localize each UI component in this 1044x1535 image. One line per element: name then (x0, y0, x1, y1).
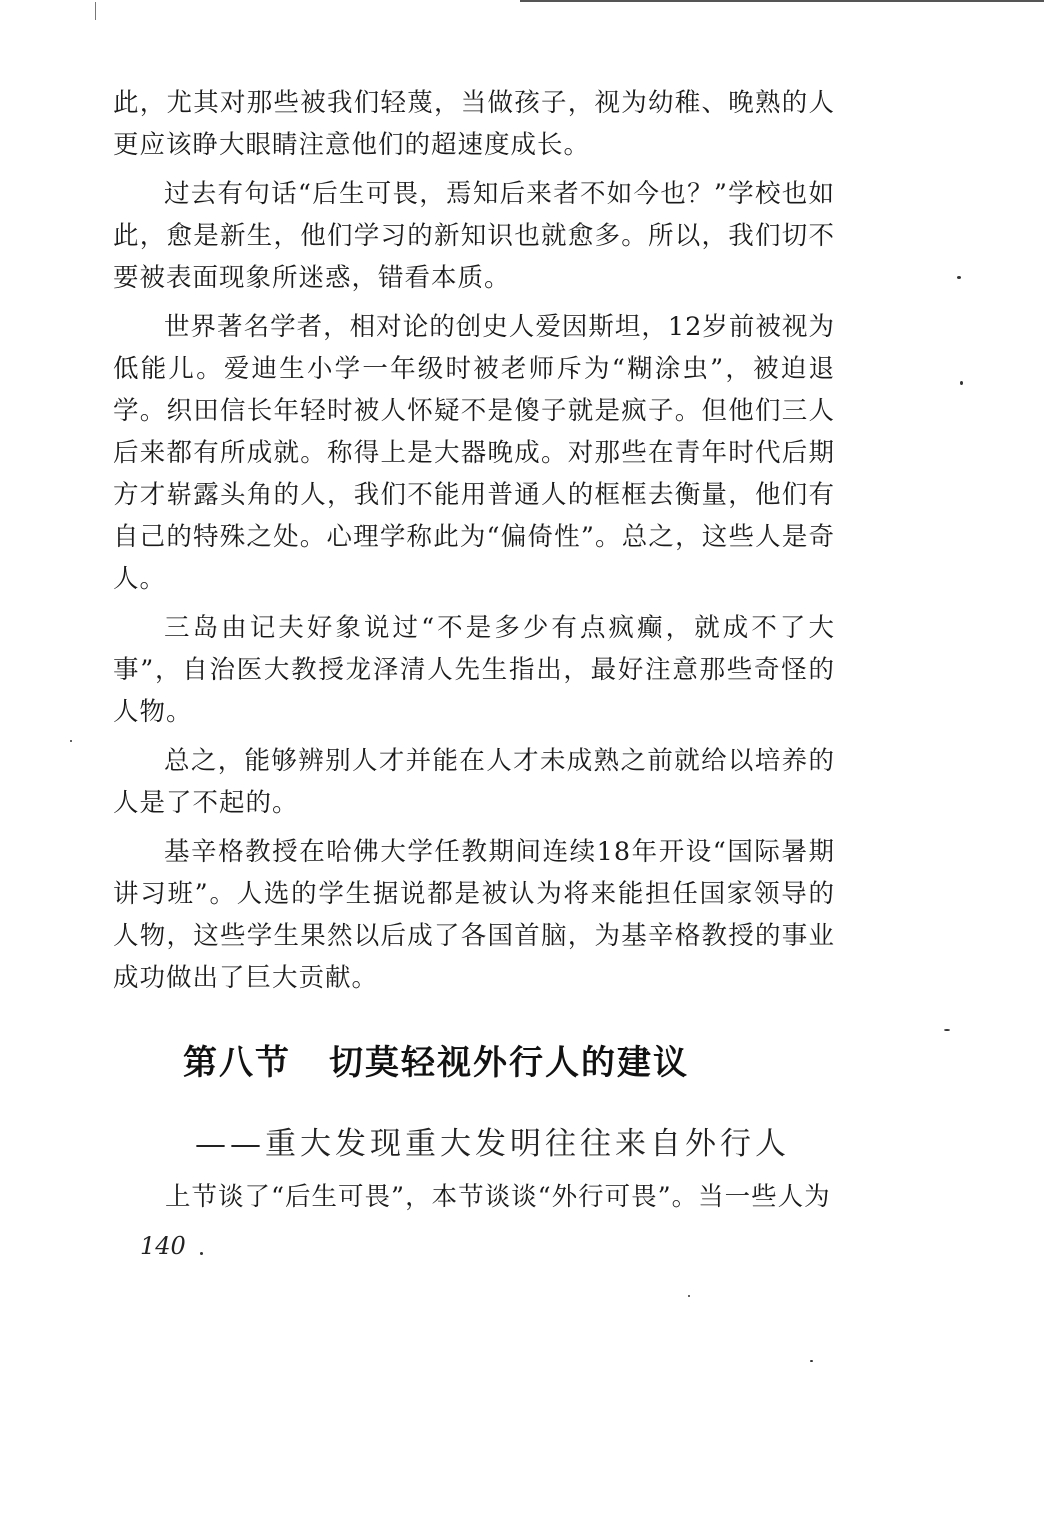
section-subtitle: ——重大发现重大发明往往来自外行人 (195, 1126, 790, 1162)
paragraph: 基辛格教授在哈佛大学任教期间连续18年开设“国际暑期讲习班”。人选的学生据说都是被认为将来能担任国家领导的人物，这些学生果然以后成了各国首脑，为基辛格教授的事业成功做出了巨大贡献。 (113, 837, 835, 993)
section-heading (183, 1035, 689, 1084)
scan-speck (957, 276, 961, 279)
paragraph: 总之，能够辨别人才并能在人才未成熟之前就给以培养的人是了不起的。 (113, 746, 835, 818)
scan-speck (70, 740, 72, 742)
section-number: 第八节 (183, 1043, 291, 1083)
scan-speck (688, 1295, 690, 1297)
scan-speck (810, 1360, 813, 1362)
paragraph: 此，尤其对那些被我们轻蔑，当做孩子，视为幼稚、晚熟的人更应该睁大眼睛注意他们的超速度成长。 (113, 88, 835, 160)
scan-speck (944, 1029, 950, 1031)
closing-line: 上节谈了“后生可畏”，本节谈谈“外行可畏”。当一些人为 (165, 1182, 831, 1212)
scan-edge-line (520, 0, 1044, 2)
body-text (113, 82, 835, 1006)
scan-edge-mark (95, 2, 96, 20)
scan-speck (960, 381, 963, 385)
paragraph: 世界著名学者，相对论的创史人爱因斯坦，12岁前被视为低能儿。爱迪生小学一年级时被老师斥为“糊涂虫”，被迫退学。织田信长年轻时被人怀疑不是傻子就是疯子。但他们三人后来都有所成就。称得上是大器晚成。对那些在青年时代后期方才崭露头角的人，我们不能用普通人的框框去衡量，他们有自己的特殊之处。心理学称此为“偏倚性”。总之，这些人是奇人。 (113, 312, 835, 594)
paragraph: 三岛由记夫好象说过“不是多少有点疯癫，就成不了大事”，自治医大教授龙泽清人先生指出，最好注意那些奇怪的人物。 (113, 613, 835, 727)
scan-speck (200, 1252, 203, 1255)
section-title: 切莫轻视外行人的建议 (329, 1043, 689, 1083)
page-number: 140 (140, 1232, 186, 1260)
paragraph: 过去有句话“后生可畏，焉知后来者不如今也？”学校也如此，愈是新生，他们学习的新知识也就愈多。所以，我们切不要被表面现象所迷惑，错看本质。 (113, 179, 835, 293)
